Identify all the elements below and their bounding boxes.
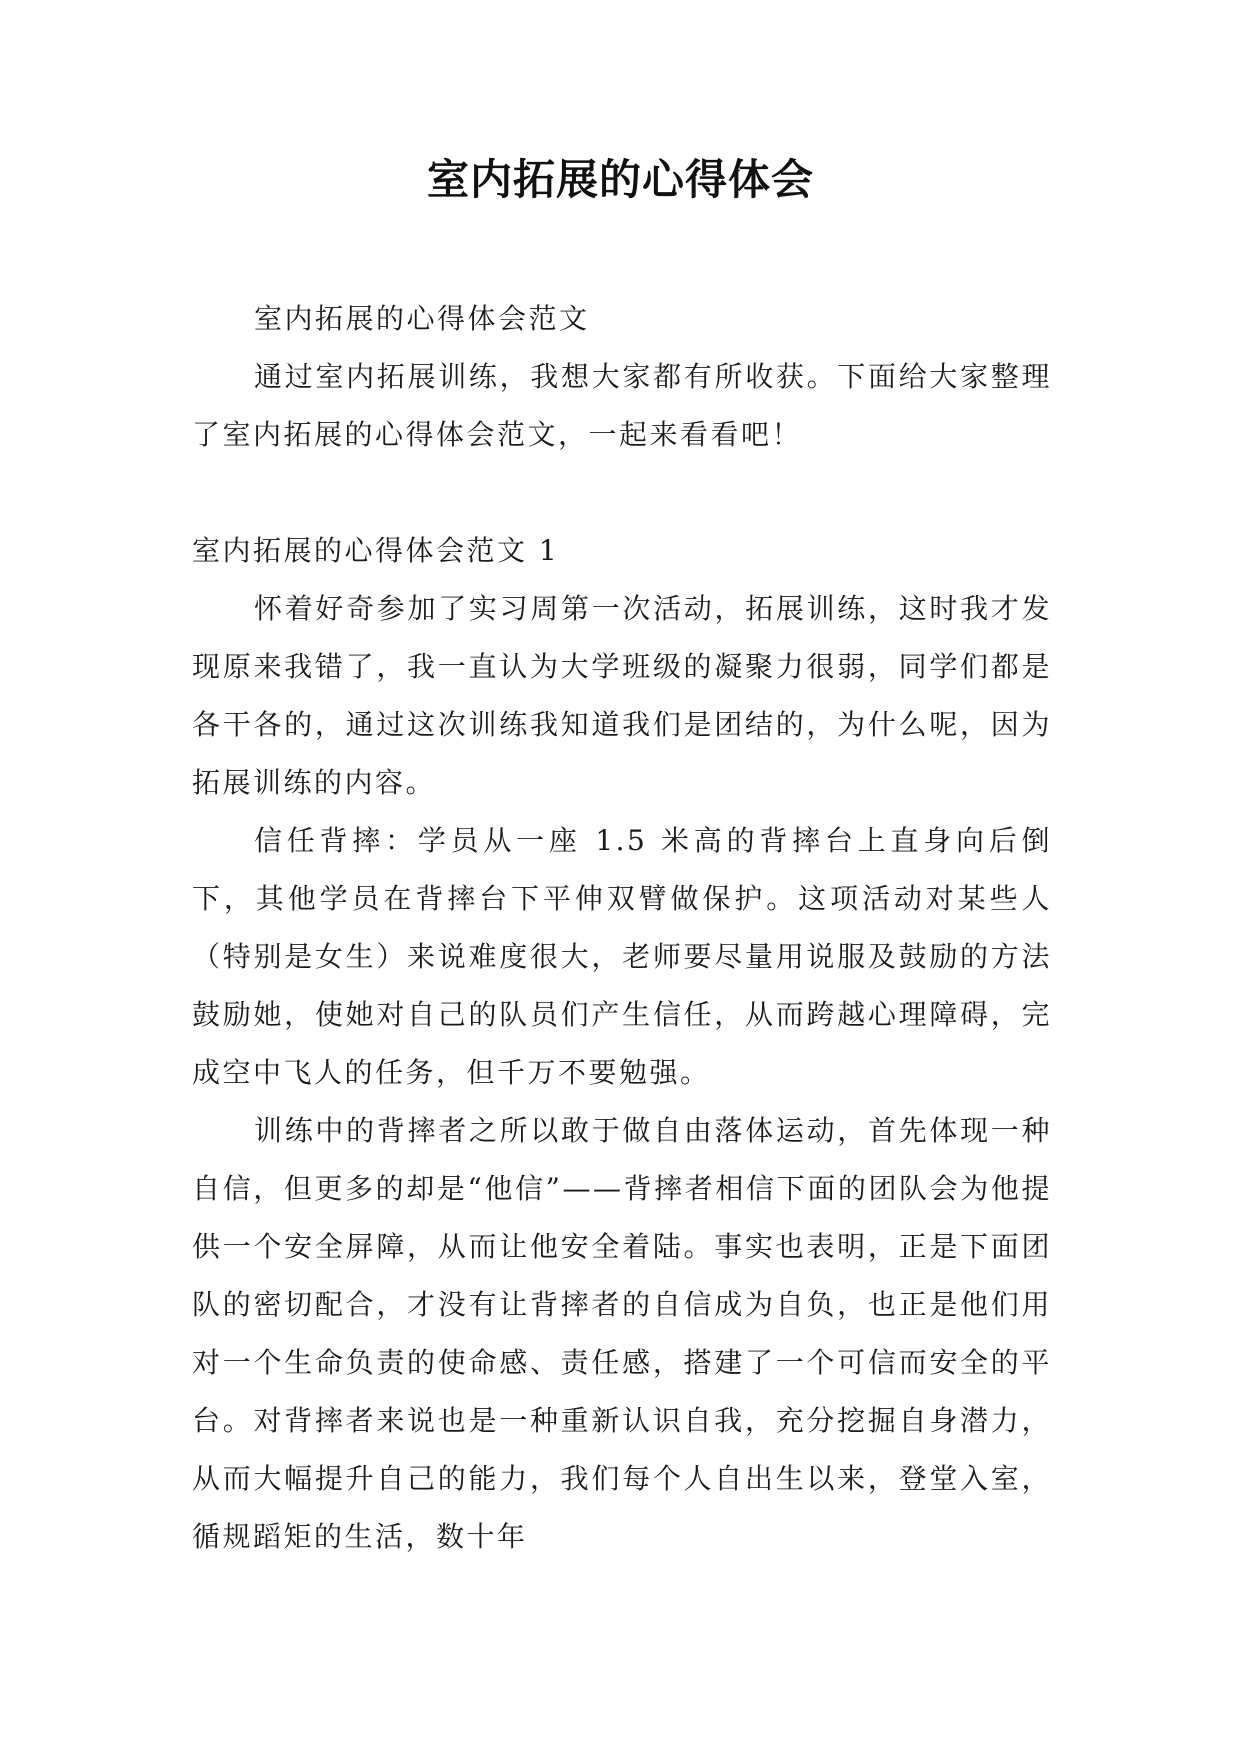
paragraph-body: 信任背摔：学员从一座 1.5 米高的背摔台上直身向后倒下，其他学员在背摔台下平伸双臂做保护。这项活动对某些人（特别是女生）来说难度很大，老师要尽量用说服及鼓励的方法鼓励她，使她对自己的队员们产生信任，从而跨越心理障碍，完成空中飞人的任务，但千万不要勉强。 xyxy=(192,824,1052,1089)
paragraph-body: 训练中的背摔者之所以敢于做自由落体运动，首先体现一种自信，但更多的却是“他信”——背摔者相信下面的团队会为他提供一个安全屏障，从而让他安全着陆。事实也表明，正是下面团队的密切配合，才没有让背摔者的自信成为自负，也正是他们用对一个生命负责的使命感、责任感，搭建了一个可信而安全的平台。对背摔者来说也是一种重新认识自我，充分挖掘自身潜力，从而大幅提升自己的能力，我们每个人自出生以来，登堂入室，循规蹈矩的生活，数十年 xyxy=(192,1114,1052,1553)
document-title: 室内拓展的心得体会 xyxy=(426,155,814,204)
paragraph-intro: 通过室内拓展训练，我想大家都有所收获。下面给大家整理了室内拓展的心得体会范文，一起来看看吧！ xyxy=(192,360,1052,451)
paragraph-body: 怀着好奇参加了实习周第一次活动，拓展训练，这时我才发现原来我错了，我一直认为大学班级的凝聚力很弱，同学们都是各干各的，通过这次训练我知道我们是团结的，为什么呢，因为拓展训练的内容。 xyxy=(192,592,1052,799)
paragraph-gap xyxy=(192,464,1052,522)
paragraph-subtitle: 室内拓展的心得体会范文 xyxy=(254,302,590,335)
document-body xyxy=(192,290,1052,1566)
section-heading: 室内拓展的心得体会范文 1 xyxy=(192,534,560,567)
